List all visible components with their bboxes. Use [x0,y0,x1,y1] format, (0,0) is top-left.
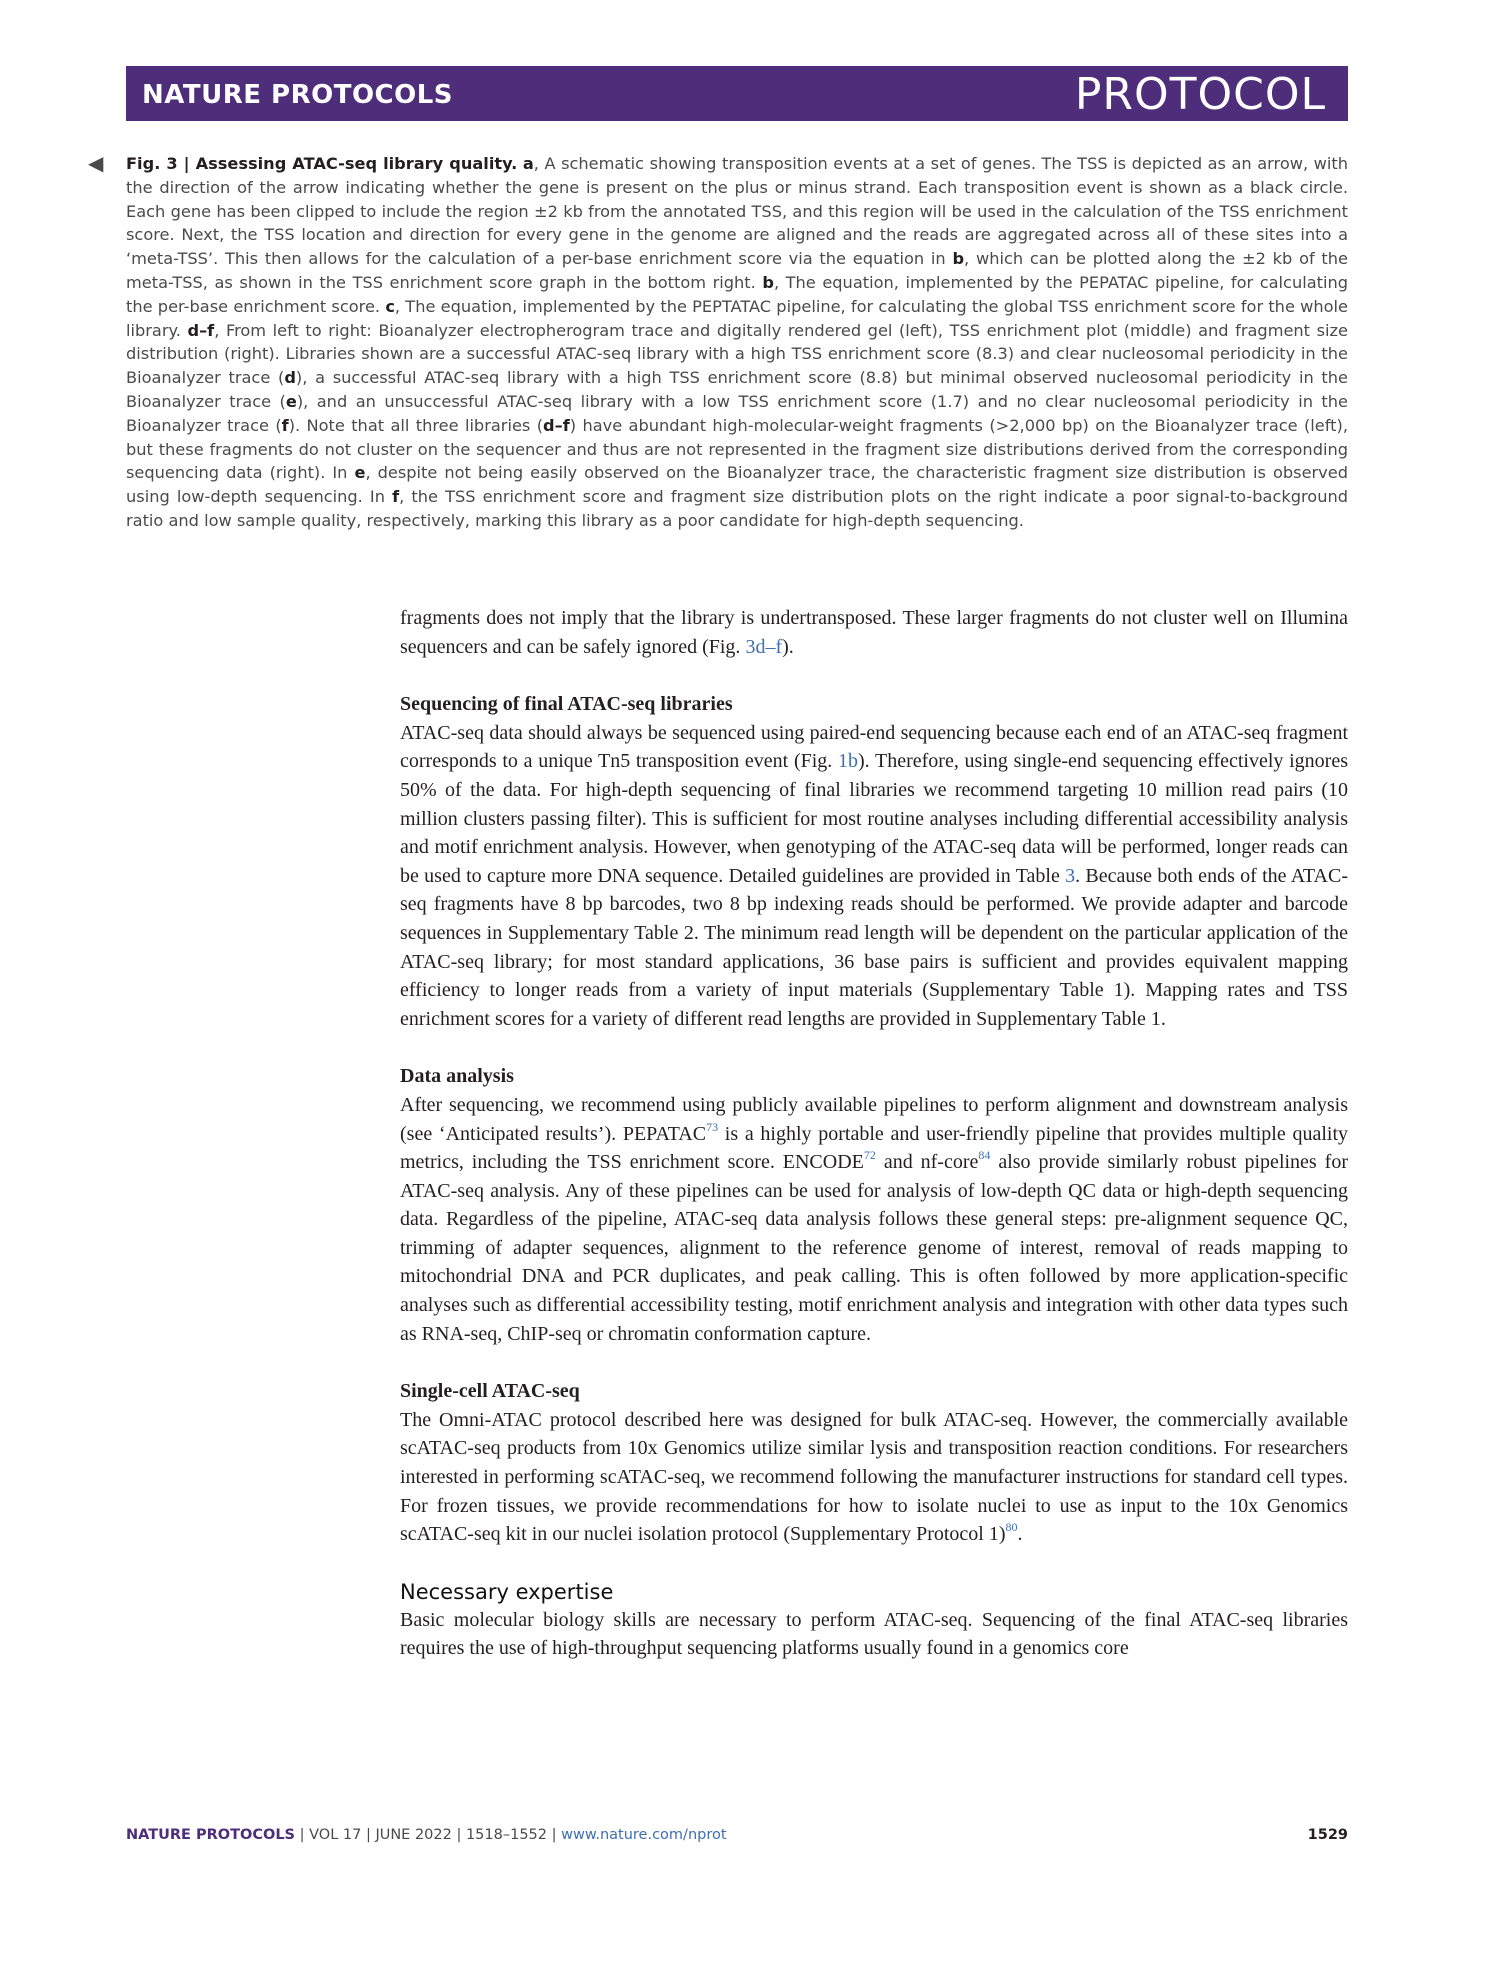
table-link[interactable]: 3 [1065,864,1076,887]
main-text [400,604,1348,1663]
figure-link[interactable]: 1b [838,750,858,773]
journal-header-bar [126,66,1348,121]
caption-segment: , A schematic showing transposition events at a set of genes. The TSS is depicted as an arrow, with the direction of the arrow indicating whether the gene is present on the plus or minus strand. Each transposition event is shown as a black circle. Each gene has been clipped to include the region ±2 kb from the annotated TSS, and this region will be used in the calculation of the TSS enrichment score. Next, the TSS location and direction for every gene in the genome are aligned and the reads are aggregated across all of these sites into a ‘meta-TSS’. This then allows for the calculation of a per-base enrichment score via the equation in [126,154,1348,269]
caption-segment: , which can be plotted along the ±2 kb of the meta-TSS, as shown in the TSS enrichment score graph in the bottom right. [126,249,1348,292]
panel-letter: c [385,296,395,316]
caption-text [126,154,1348,530]
paragraph: fragments does not imply that the library is undertransposed. These larger fragments do not cluster well on Illumina sequencers and can be safely ignored (Fig. 3d–f). [400,607,1348,658]
caption-segment: , the TSS enrichment score and fragment size distribution plots on the right indicate a poor signal-to-background ratio and low sample quality, respectively, marking this library as a poor candidate for high-depth sequencing. [126,487,1348,530]
panel-letter: e [354,463,366,483]
caption-arrow-icon: ◀ [88,151,104,175]
reference-link[interactable]: 73 [706,1119,719,1134]
panel-letter: d [284,368,296,388]
journal-name: NATURE PROTOCOLS [142,80,454,110]
panel-letter: b [952,249,965,269]
caption-segment: , From left to right: Bioanalyzer electropherogram trace and digitally rendered gel (left), TSS enrichment plot (middle) and fragment size distribution (right). Libraries shown are a successful ATAC-seq library with a high TSS enrichment score (8.3) and clear nucleosomal periodicity in the Bioanalyzer trace ( [126,320,1348,388]
section-heading-expertise: Necessary expertise [400,1579,614,1604]
footer-details: | VOL 17 | JUNE 2022 | 1518–1552 | [295,1827,562,1843]
section-heading-sequencing: Sequencing of final ATAC-seq libraries [400,693,733,716]
caption-segment: ), a successful ATAC-seq library with a high TSS enrichment score (8.8) but minimal observed nucleosomal periodicity in the Bioanalyzer trace ( [126,368,1348,411]
caption-segment: , despite not being easily observed on the Bioanalyzer trace, the characteristic fragment size distribution is observed using low-depth sequencing. In [126,463,1348,507]
paragraph: The Omni-ATAC protocol described here was designed for bulk ATAC-seq. However, the commercially available scATAC-seq products from 10x Genomics utilize similar lysis and transposition reaction conditions. For researchers interested in performing scATAC-seq, we recommend following the manufacturer instructions for standard cell types. For frozen tissues, we provide recommendations for how to isolate nuclei to use as input to the 10x Genomics scATAC-seq kit in our nuclei isolation protocol (Supplementary Protocol 1)$^{80}$. [400,1408,1348,1546]
panel-letter: b [762,272,774,292]
panel-letter: f [392,487,400,507]
reference-link[interactable]: 84 [978,1148,991,1163]
panel-letter: d–f [543,415,570,435]
paragraph: After sequencing, we recommend using publicly available pipelines to perform alignment and downstream analysis (see ‘Anticipated results’). PEPATAC$^{73}$ is a highly portable and user-friendly pipeline that provides multiple quality metrics, including the TSS enrichment score. ENCODE$^{72}$ and nf-core$^{84}$ also provide similarly robust pipelines for ATAC-seq analysis. Any of these pipelines can be used for analysis of low-depth QC data or high-depth sequencing data. Regardless of the pipeline, ATAC-seq data analysis follows these general steps: pre-alignment sequence QC, trimming of adapter sequences, alignment to the reference genome of interest, removal of reads mapping to mitochondrial DNA and PCR duplicates, and peak calling. This is often followed by more application-specific analyses such as differential accessibility testing, motif enrichment analysis and integration with other data types such as RNA-seq, ChIP-seq or chromatin conformation capture. [400,1093,1348,1345]
reference-link[interactable]: 72 [863,1148,876,1163]
paragraph: ATAC-seq data should always be sequenced using paired-end sequencing because each end of an ATAC-seq fragment corresponds to a unique Tn5 transposition event (Fig. 1b). Therefore, using single-end sequencing effectively ignores 50% of the data. For high-depth sequencing of final libraries we recommend targeting 10 million read pairs (10 million clusters passing filter). This is sufficient for most routine analyses including differential accessibility analysis and motif enrichment analysis. However, when genotyping of the ATAC-seq data will be performed, longer reads can be used to capture more DNA sequence. Detailed guidelines are provided in Table 3. Because both ends of the ATAC-seq fragments have 8 bp barcodes, two 8 bp indexing reads should be performed. We provide adapter and barcode sequences in Supplementary Table 2. The minimum read length will be dependent on the particular application of the ATAC-seq library; for most standard applications, 36 base pairs is sufficient and provides equivalent mapping efficiency to longer reads from a variety of input materials (Supplementary Table 1). Mapping rates and TSS enrichment scores for a variety of different read lengths are provided in Supplementary Table 1. [400,721,1349,1030]
figure-caption [88,151,1349,533]
article-type: PROTOCOL [1074,69,1326,120]
page-number: 1529 [1307,1827,1348,1843]
panel-letter: a [522,154,534,173]
caption-segment: ), and an unsuccessful ATAC-seq library with a low TSS enrichment score (1.7) and no clear nucleosomal periodicity in the Bioanalyzer trace ( [126,391,1348,435]
footer-journal: NATURE PROTOCOLS [126,1827,296,1843]
caption-segment: , The equation, implemented by the PEPTATAC pipeline, for calculating the global TSS enrichment score for the whole library. [126,296,1349,340]
caption-segment: ). Note that all three libraries ( [288,415,544,435]
caption-label: Fig. 3 | Assessing ATAC-seq library quality. [126,154,518,173]
caption-segment: , The equation, implemented by the PEPATAC pipeline, for calculating the per-base enrichment score. [126,272,1349,316]
paragraph: Basic molecular biology skills are necessary to perform ATAC-seq. Sequencing of the final ATAC-seq libraries requires the use of high-throughput sequencing platforms usually found in a genomics core [400,1608,1348,1660]
panel-letter: f [281,415,289,435]
section-heading-single-cell: Single-cell ATAC-seq [400,1380,580,1403]
panel-letter: d–f [187,320,215,340]
reference-link[interactable]: 80 [1005,1520,1018,1535]
caption-segment: ) have abundant high-molecular-weight fragments (>2,000 bp) on the Bioanalyzer trace (left), but these fragments do not cluster on the sequencer and thus are not represented in the fragment size distributions derived from the corresponding sequencing data (right). In [126,415,1348,483]
figure-link[interactable]: 3d–f [745,635,783,658]
journal-url-link[interactable]: www.nature.com/nprot [561,1827,727,1843]
section-heading-data-analysis: Data analysis [400,1065,514,1088]
page-footer [126,1827,1348,1843]
panel-letter: e [285,391,297,411]
